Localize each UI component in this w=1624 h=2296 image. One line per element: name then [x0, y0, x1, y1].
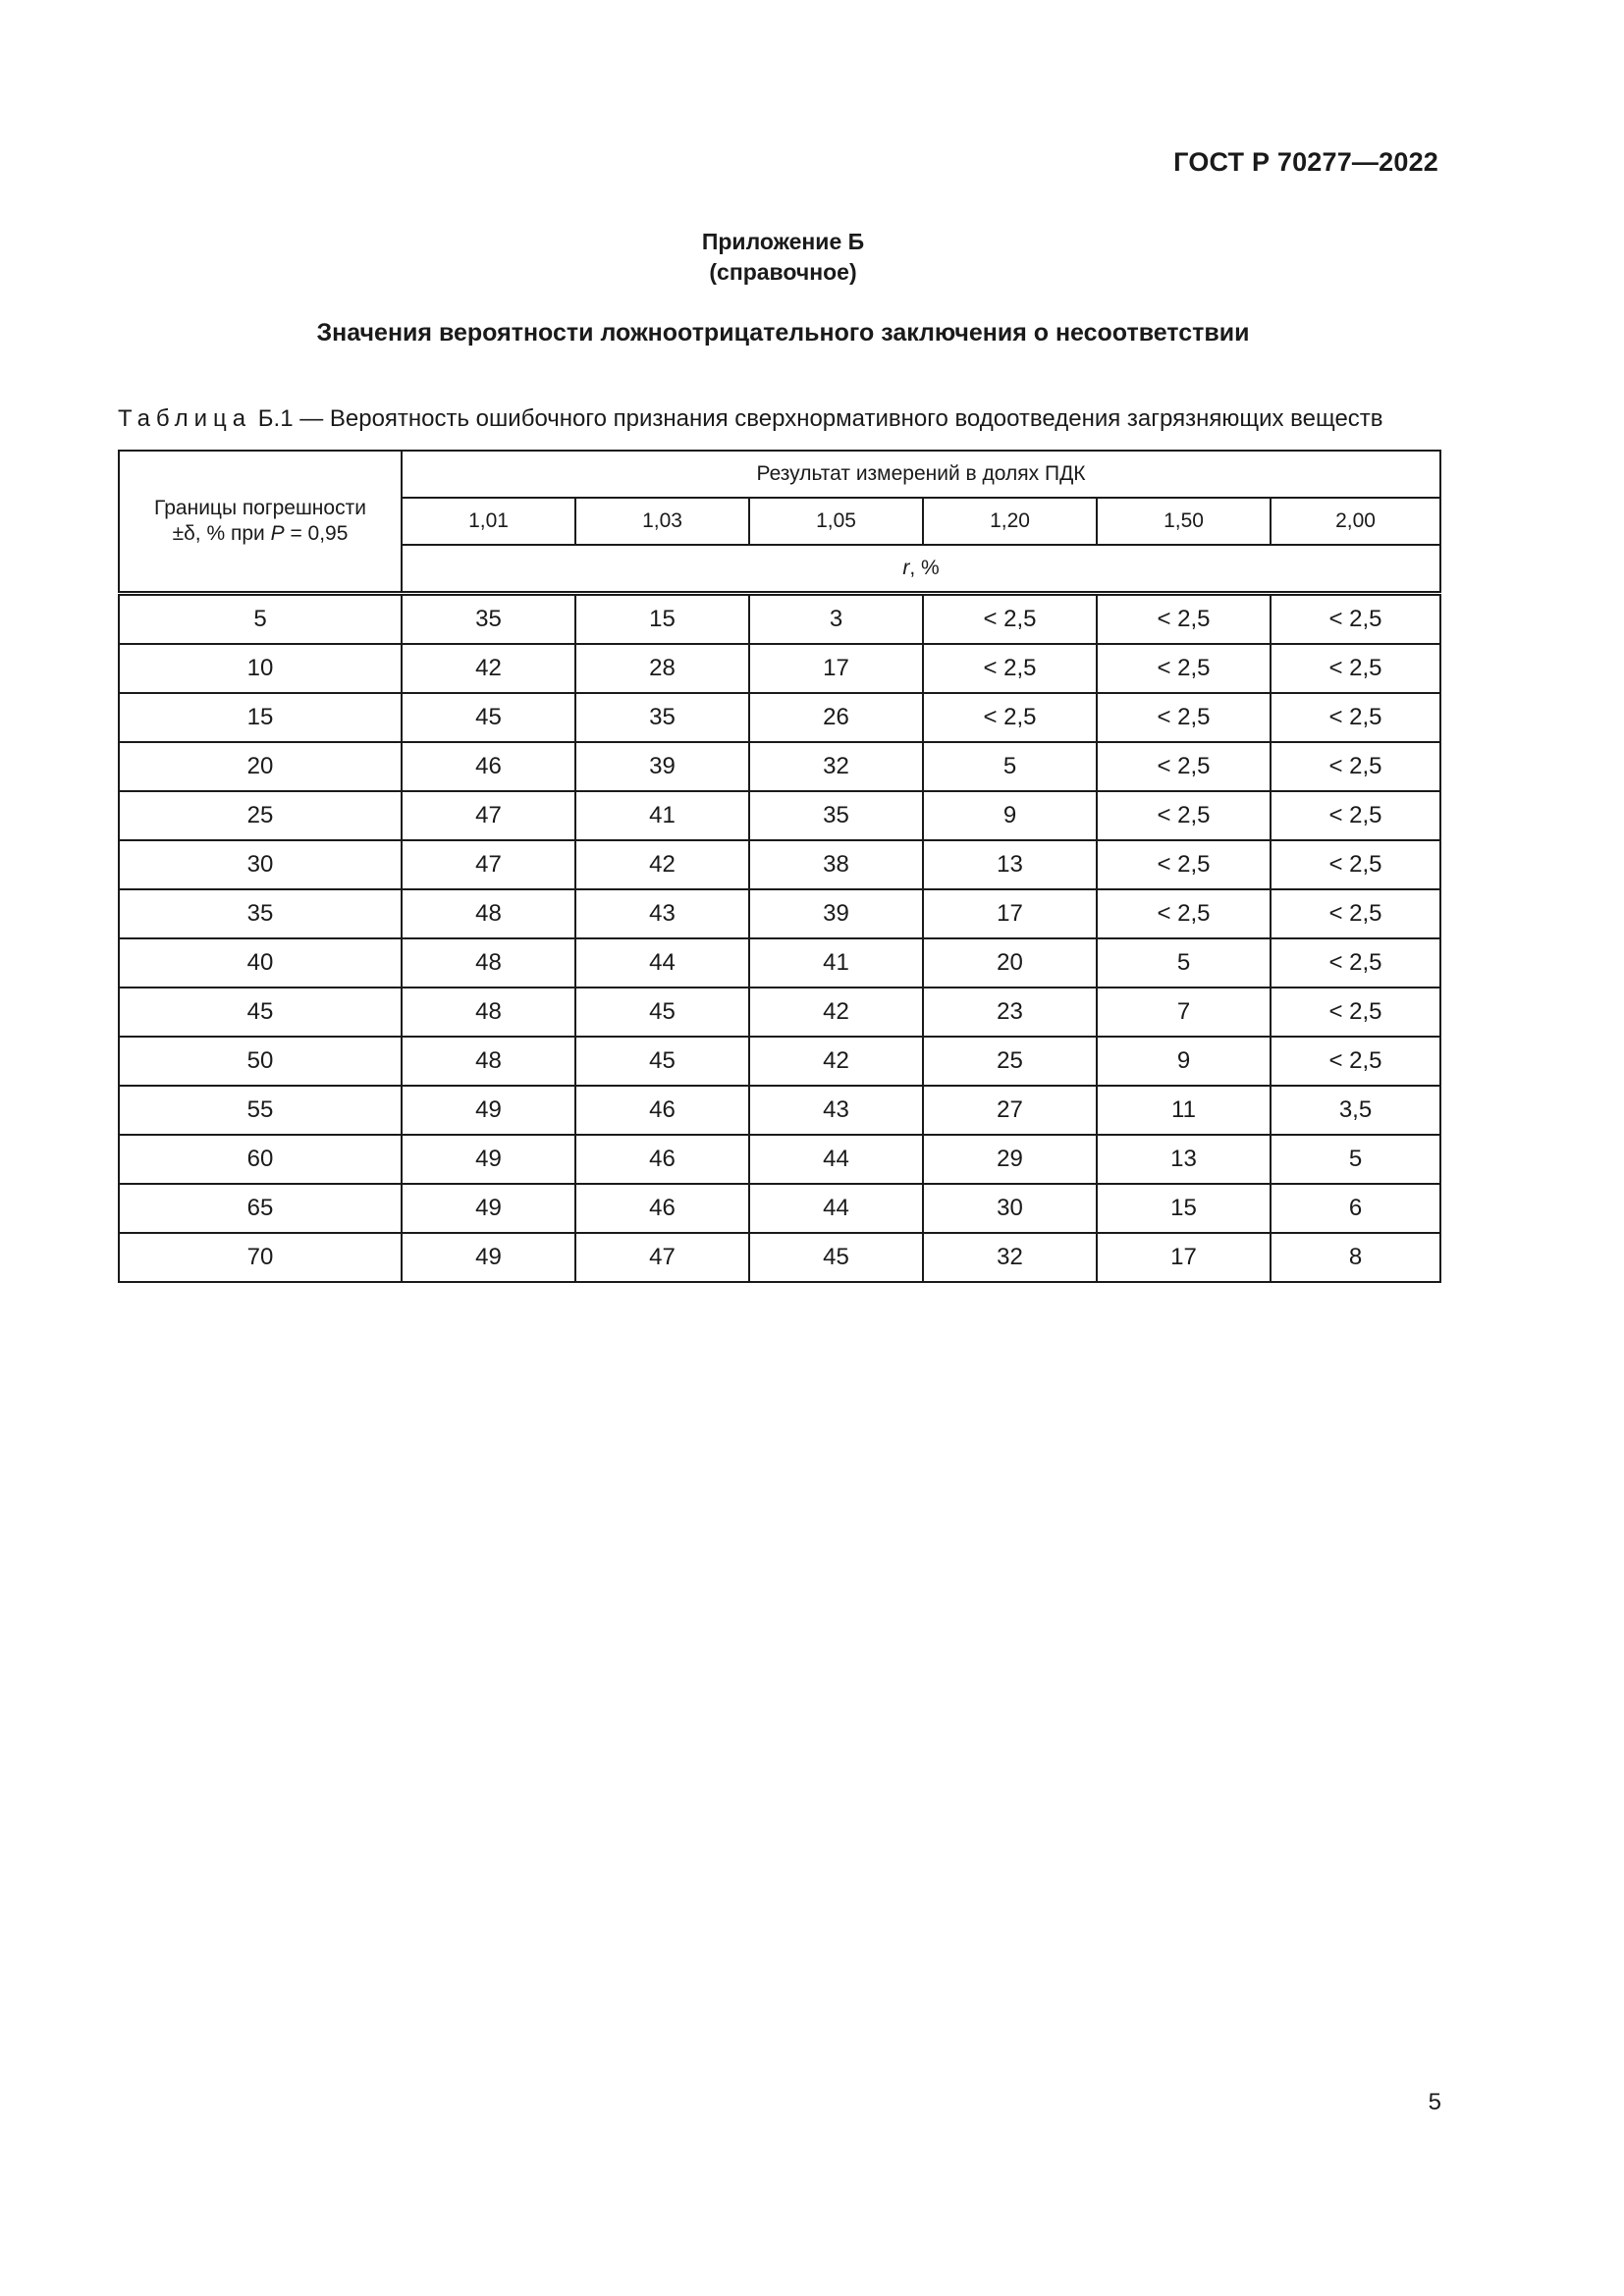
error-bounds-header-line1: Границы погрешности — [154, 497, 366, 519]
error-bound-cell: 55 — [119, 1086, 402, 1135]
probability-cell: 47 — [402, 840, 575, 889]
table-body — [119, 594, 1440, 1283]
probability-cell: 27 — [923, 1086, 1097, 1135]
probability-cell: < 2,5 — [1097, 742, 1271, 791]
probability-cell: < 2,5 — [1271, 988, 1440, 1037]
probability-cell: < 2,5 — [1097, 594, 1271, 645]
error-bound-cell: 45 — [119, 988, 402, 1037]
probability-cell: 35 — [402, 594, 575, 645]
probability-cell: < 2,5 — [923, 693, 1097, 742]
probability-cell: 43 — [749, 1086, 923, 1135]
probability-cell: 45 — [575, 1037, 749, 1086]
probability-cell: 49 — [402, 1184, 575, 1233]
probability-cell: 41 — [575, 791, 749, 840]
table-row — [119, 1233, 1440, 1282]
section-title: Значения вероятности ложноотрицательного заключения о несоответствии — [316, 319, 1250, 347]
annex-title: Приложение Б — [701, 229, 865, 254]
table-row — [119, 1037, 1440, 1086]
probability-cell: 48 — [402, 1037, 575, 1086]
probability-cell: 26 — [749, 693, 923, 742]
probability-cell: 46 — [575, 1086, 749, 1135]
table-row — [119, 889, 1440, 938]
probability-cell: 45 — [402, 693, 575, 742]
probability-cell: 11 — [1097, 1086, 1271, 1135]
table-row — [119, 1184, 1440, 1233]
probability-cell: < 2,5 — [1097, 889, 1271, 938]
error-bound-cell: 15 — [119, 693, 402, 742]
probability-cell: < 2,5 — [1271, 938, 1440, 988]
error-bound-cell: 60 — [119, 1135, 402, 1184]
unit-header: r, % — [402, 545, 1440, 594]
probability-cell: < 2,5 — [1097, 791, 1271, 840]
error-bound-cell: 20 — [119, 742, 402, 791]
probability-cell: 49 — [402, 1135, 575, 1184]
probability-cell: 42 — [575, 840, 749, 889]
probability-cell: 44 — [575, 938, 749, 988]
probability-cell: 25 — [923, 1037, 1097, 1086]
probability-cell: 5 — [1271, 1135, 1440, 1184]
table-row — [119, 1135, 1440, 1184]
error-bounds-header-line2: ±δ, % при P = 0,95 — [172, 522, 349, 545]
probability-cell: 48 — [402, 889, 575, 938]
probability-cell: < 2,5 — [1097, 693, 1271, 742]
error-bound-cell: 65 — [119, 1184, 402, 1233]
probability-cell: 46 — [575, 1135, 749, 1184]
column-header: 1,05 — [749, 498, 923, 545]
probability-cell: < 2,5 — [1097, 840, 1271, 889]
probability-cell: 46 — [402, 742, 575, 791]
error-bound-cell: 30 — [119, 840, 402, 889]
probability-cell: 9 — [923, 791, 1097, 840]
probability-cell: 47 — [575, 1233, 749, 1282]
probability-cell: 32 — [923, 1233, 1097, 1282]
probability-cell: 15 — [1097, 1184, 1271, 1233]
probability-cell: 49 — [402, 1086, 575, 1135]
probability-cell: 48 — [402, 988, 575, 1037]
probability-cell: 30 — [923, 1184, 1097, 1233]
error-bound-cell: 40 — [119, 938, 402, 988]
table-row — [119, 693, 1440, 742]
probability-cell: 29 — [923, 1135, 1097, 1184]
probability-cell: 41 — [749, 938, 923, 988]
probability-cell: < 2,5 — [1271, 840, 1440, 889]
probability-cell: 44 — [749, 1184, 923, 1233]
probability-cell: 39 — [575, 742, 749, 791]
error-bound-cell: 35 — [119, 889, 402, 938]
probability-cell: 3,5 — [1271, 1086, 1440, 1135]
probability-cell: < 2,5 — [1271, 644, 1440, 693]
probability-cell: 46 — [575, 1184, 749, 1233]
probability-cell: 42 — [402, 644, 575, 693]
probability-cell: 28 — [575, 644, 749, 693]
probability-cell: 32 — [749, 742, 923, 791]
table-header — [119, 451, 1440, 594]
table-row — [119, 988, 1440, 1037]
table-caption — [118, 405, 1439, 433]
table-row — [119, 791, 1440, 840]
probability-cell: 44 — [749, 1135, 923, 1184]
probability-cell: 17 — [1097, 1233, 1271, 1282]
probability-cell: 45 — [749, 1233, 923, 1282]
table-row — [119, 644, 1440, 693]
probability-cell: 15 — [575, 594, 749, 645]
probability-cell: 45 — [575, 988, 749, 1037]
probability-cell: 35 — [749, 791, 923, 840]
probability-cell: 48 — [402, 938, 575, 988]
error-bound-cell: 70 — [119, 1233, 402, 1282]
probability-cell: 20 — [923, 938, 1097, 988]
measurement-result-header: Результат измерений в долях ПДК — [402, 451, 1440, 498]
probability-cell: 42 — [749, 988, 923, 1037]
annex-heading — [0, 227, 1566, 288]
probability-cell: 8 — [1271, 1233, 1440, 1282]
probability-cell: < 2,5 — [1271, 889, 1440, 938]
probability-cell: 47 — [402, 791, 575, 840]
probability-cell: < 2,5 — [1271, 1037, 1440, 1086]
probability-cell: 6 — [1271, 1184, 1440, 1233]
probability-cell: 3 — [749, 594, 923, 645]
column-header: 1,20 — [923, 498, 1097, 545]
probability-cell: < 2,5 — [1271, 693, 1440, 742]
column-header: 1,01 — [402, 498, 575, 545]
probability-cell: < 2,5 — [923, 594, 1097, 645]
probability-cell: 39 — [749, 889, 923, 938]
error-bounds-header — [119, 451, 402, 594]
probability-cell: 42 — [749, 1037, 923, 1086]
error-bound-cell: 25 — [119, 791, 402, 840]
table-row — [119, 840, 1440, 889]
probability-cell: 38 — [749, 840, 923, 889]
table-row — [119, 1086, 1440, 1135]
probability-cell: 5 — [1097, 938, 1271, 988]
probability-cell: 7 — [1097, 988, 1271, 1037]
probability-cell: < 2,5 — [1271, 594, 1440, 645]
probability-cell: 23 — [923, 988, 1097, 1037]
probability-cell: 9 — [1097, 1037, 1271, 1086]
annex-subtitle: (справочное) — [709, 259, 857, 285]
error-bound-cell: 10 — [119, 644, 402, 693]
probability-cell: 17 — [749, 644, 923, 693]
probability-cell: < 2,5 — [1097, 644, 1271, 693]
probability-table — [118, 450, 1441, 1283]
table-caption-word: Таблица — [118, 405, 252, 432]
table-row — [119, 742, 1440, 791]
document-code: ГОСТ Р 70277—2022 — [1173, 147, 1438, 177]
probability-cell: < 2,5 — [1271, 742, 1440, 791]
probability-cell: 17 — [923, 889, 1097, 938]
probability-cell: 43 — [575, 889, 749, 938]
probability-cell: 49 — [402, 1233, 575, 1282]
table-caption-text: Б.1 — Вероятность ошибочного признания сверхнормативного водоотведения загрязняющих веществ — [251, 405, 1383, 432]
probability-cell: 5 — [923, 742, 1097, 791]
probability-cell: 35 — [575, 693, 749, 742]
probability-cell: < 2,5 — [923, 644, 1097, 693]
page-number: 5 — [1428, 2089, 1441, 2115]
error-bound-cell: 5 — [119, 594, 402, 645]
probability-cell: 13 — [923, 840, 1097, 889]
column-header: 1,50 — [1097, 498, 1271, 545]
table-row — [119, 938, 1440, 988]
probability-cell: < 2,5 — [1271, 791, 1440, 840]
probability-cell: 13 — [1097, 1135, 1271, 1184]
column-header: 2,00 — [1271, 498, 1440, 545]
error-bound-cell: 50 — [119, 1037, 402, 1086]
column-header: 1,03 — [575, 498, 749, 545]
table-row — [119, 594, 1440, 645]
